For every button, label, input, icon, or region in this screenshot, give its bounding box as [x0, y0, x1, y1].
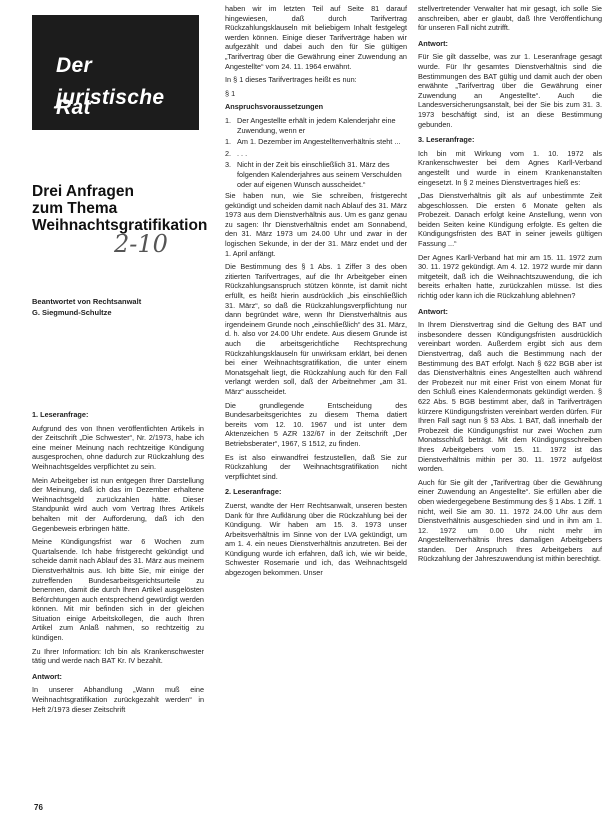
- paragraph: stellvertretender Verwalter hat mir gesagt, ich solle Sie anschreiben, aber er glaubt, daß Ihre Veröffentlichung für unseren Fall nicht zutrifft.: [418, 4, 602, 33]
- list-item: 3. Nicht in der Zeit bis einschließlich 31. März des folgenden Kalenderjahres aus seinem Verschulden oder auf eigenen Wunsch ausscheidet.“: [225, 160, 402, 189]
- title-line-1: Drei Anfragen: [32, 183, 134, 200]
- paragraph: Die Bestimmung des § 1 Abs. 1 Ziffer 3 des oben zitierten Tarifvertrages, auf die Ihr Arbeitgeber einen Rückzahlungsanspruch stützen könnte, ist damit nicht erfüllt, es heißt hierin ausdrücklich „bis einschließlich 31. März“, so daß die Rückzahlungsverpflichtung nur dann begründet wäre, wenn Ihr Dienstverhältnis aus irgendeinem Grunde noch „einschließlich“ des 31. März, d. h. also vor 24.00 Uhr endete. Aus diesem Grunde ist auch die arbeitsgerichtliche Rechtsprechung Rückzahlungsklauseln für unwirksam erklärt, bei denen bei einer Weihnachtsgratifikation, die unter einem Monatsgehalt liegt, die Rückzahlung auch für den Fall verlangt werden soll, daß der Arbeitnehmer „am 31. März“ ausscheidet.: [225, 262, 407, 396]
- author-byline: [32, 296, 204, 318]
- paragraph: Für Sie gilt dasselbe, was zur 1. Leseranfrage gesagt wurde. Für Ihr gesamtes Dienstverhältnis sind die Bestimmungen des BAT gültig und damit auch der oben erwähnte „Tarifvertrag über die Gewährung einer Zuwendung an Angestellte“. Auch die Landesversicherungsanstalt, bei der Sie bis zum 31. 3. 1973 beschäftigt sind, ist an diese Bestimmung gebunden.: [418, 52, 602, 129]
- list-item: 2. . . .: [225, 148, 248, 158]
- subheading: Anspruchsvoraussetzungen: [225, 102, 324, 112]
- title-line-3: Weihnachtsgratifikation: [32, 217, 208, 234]
- paragraph: Meine Kündigungsfrist war 6 Wochen zum Quartalsende. Ich habe fristgerecht gekündigt und scheide damit nach Ablauf des 31. März aus meinem Dienstverhältnis aus. Ich bitte Sie, mir einige der zutreffenden Bundesarbeitsgerichtsurteile zu benennen, damit die durch Ihren Artikel ausgelösten Befürchtungen auch entsprechend gewürdigt werden können. Mit mir befinden sich in der gleichen Situation einige Arbeitskollegen, die auch Ihren Artikel zum Anlaß nahmen, so rechtzeitig zu kündigen.: [32, 537, 204, 643]
- author-line-1: Beantwortet von Rechtsanwalt: [32, 297, 142, 306]
- article-title: [32, 183, 208, 234]
- paragraph: In unserer Abhandlung „Wann muß eine Weihnachtsgratifikation zurückgezahlt werden“ in Heft 2/1973 dieser Zeitschrift: [32, 685, 204, 714]
- query-2-heading: 2. Leseranfrage:: [225, 487, 282, 497]
- paragraph: haben wir im letzten Teil auf Seite 81 darauf hingewiesen, daß durch Tarifvertrag Rückzahlungsklauseln mit beliebigem Inhalt festgelegt werden können. Einige dieser Tarifverträge haben wir aufgezählt und dabei auch den für Sie gültigen „Tarifvertrag über die Gewährung einer Zuwendung an Angestellte“ vom 24. 11. 1964 erwähnt.: [225, 4, 407, 71]
- paragraph: Der Agnes Karll-Verband hat mir am 15. 11. 1972 zum 30. 11. 1972 gekündigt. Am 4. 12. 1972 wurde mir dann mitgeteilt, daß ich die Weihnachtszuwendung, die ich bereits erhalten hatte, zurückzahlen müsse. Ist dies richtig oder kann ich die Rückzahlung ablehnen?: [418, 252, 602, 301]
- paragraph: Aufgrund des von Ihnen veröffentlichten Artikels in der Zeitschrift „Die Schwester“, Nr. 2/1973, habe ich eine meiner Meinung nach rechtzeitige Kündigung ausgesprochen, ohne dadurch zur Rückzahlung des Weihnachtsgeldes verpflichtet zu sein.: [32, 423, 204, 471]
- page-number: 76: [34, 803, 43, 812]
- paragraph: „Das Dienstverhältnis gilt als auf unbestimmte Zeit abgeschlossen. Die ersten 6 Monate gelten als Probezeit. Danach erfolgt keine Anstellung, wenn von beiden Seiten keine Kündigung erfolgte. Es gelten die Kündigungsfristen des BAT in seiner jeweils gültigen Fassung ...“: [418, 191, 602, 249]
- list-item: 1. Der Angestellte erhält in jedem Kalenderjahr eine Zuwendung, wenn er: [225, 115, 396, 135]
- section-banner: [32, 15, 199, 130]
- paragraph: Sie haben nun, wie Sie schreiben, fristgerecht gekündigt und scheiden damit nach Ablauf des 31. März 1973 aus dem Dienstverhältnis aus. Um es ganz genau zu sagen: Ihr Dienstverhältnis endet am Sonnabend, den 31. März 1973 um 24.00 Uhr und zwar in der logischen Sekunde, in der der 31. März endet und der 1. April anfängt.: [225, 191, 407, 258]
- banner-line-1: Der: [56, 54, 92, 77]
- paragraph: Ich bin mit Wirkung vom 1. 10. 1972 als Krankenschwester bei dem Agnes Karll-Verband angestellt und wurde in einem Krankenanstalten eingesetzt. In § 2 meines Dienstvertrages hieß es:: [418, 148, 602, 187]
- handwritten-note: 2-10: [114, 230, 168, 258]
- author-line-2: G. Siegmund-Schultze: [32, 308, 112, 317]
- right-column: [418, 4, 602, 568]
- section-symbol: § 1: [225, 88, 236, 98]
- paragraph: Auch für Sie gilt der „Tarifvertrag über die Gewährung einer Zuwendung an Angestellte“. Sie erfüllen aber die oben wiedergegebene Bestimmung des § 1 Abs. 1 Ziff. 1 nicht, weil Sie am 30. 11. 1972 24.00 Uhr aus dem Dienstverhältnis ausgeschieden sind und in ihm am 1. 12. 1972 um 0.00 Uhr nicht mehr im Angestelltenverhältnis Ihres damaligen Arbeitgebers standen. Der Anspruch Ihres Arbeitgebers auf Rückzahlung der Jahreszuwendung ist mithin berechtigt.: [418, 477, 602, 564]
- answer-heading: Antwort:: [418, 306, 448, 316]
- paragraph: Die grundlegende Entscheidung des Bundesarbeitsgerichtes zu diesem Thema datiert bereits vom 12. 10. 1967 und ist unter dem Aktenzeichen 5 AZR 132/67 in der Zeitschrift „Der Betriebsberater“, 1967, S 1512, zu finden.: [225, 400, 407, 448]
- paragraph: Es ist also einwandfrei festzustellen, daß Sie zur Rückzahlung der Weihnachtsgratifikation nicht verpflichtet sind.: [225, 452, 407, 481]
- paragraph: In § 1 dieses Tarifvertrages heißt es nun:: [225, 75, 357, 85]
- paragraph: In Ihrem Dienstvertrag sind die Geltung des BAT und insbesondere dessen Kündigungsfristen ausdrücklich vereinbart worden. Außerdem ergibt sich aus dem Dienstvertrag, daß auch die Bestimmung nach der Bestimmung des BAT erfolgt. Nach § 622 BGB aber ist das Dienstverhältnis eines Angestellten auch während der Probezeit nur mit einer Frist von einem Monat für den Schluß eines Kalendermonats gekündigt werden. § 622 Abs. 5 BGB bestimmt aber, daß in Tarifverträgen kürzere Kündigungsfristen vereinbart werden dürfen. Für Ihren Fall sagt nun § 53 Abs. 1 BAT, daß innerhalb der Probezeit die Kündigungsfrist nur zwei Wochen zum Monatsschluß beträgt. Mit dem Kündigungsschreiben Ihres Arbeitgebers vom 15. 11. 1972 ist das Dienstverhältnis mithin per 30. 11. 1972 aufgelöst worden.: [418, 320, 602, 474]
- paragraph: Mein Arbeitgeber ist nun entgegen Ihrer Darstellung der Meinung, daß ich das im Dezember erhaltene Weihnachtsgeld zurückzahlen hätte. Dieser Standpunkt wird auch vom Vertrag Ihres Artikels behalten mit der Aufforderung, daß ich den Gegenbeweis erbringen hätte.: [32, 475, 204, 533]
- paragraph: Zuerst, wandte der Herr Rechtsanwalt, unseren besten Dank für Ihre Aufklärung über die Rückzahlung bei der Kündigung. Wir haben am 15. 3. 1973 unser Arbeitsverhältnis im Sinne von der LVA gekündigt, um am 1. 4. ein neues Dienstverhältnis anzutreten. Bei der Kündigung wurde ich erfahren, daß ich, wie wir beide, Schwester Rosemarie und ich, das Weihnachtsgeld abgezogen bekommen. Unser: [225, 500, 407, 578]
- list-item: 1. Am 1. Dezember im Angestelltenverhältnis steht ...: [225, 137, 401, 147]
- answer-heading: Antwort:: [418, 38, 448, 48]
- paragraph: Zu Ihrer Information: Ich bin als Krankenschwester tätig und werde nach BAT Kr. IV bezahlt.: [32, 646, 204, 666]
- banner-line-2: juristische Rat: [56, 86, 165, 119]
- query-1-heading: 1. Leseranfrage:: [32, 410, 89, 419]
- query-3-heading: 3. Leseranfrage:: [418, 135, 475, 145]
- middle-column: [225, 4, 407, 582]
- answer-heading: Antwort:: [32, 671, 62, 681]
- left-column: [32, 0, 208, 718]
- title-line-2: zum Thema: [32, 200, 118, 217]
